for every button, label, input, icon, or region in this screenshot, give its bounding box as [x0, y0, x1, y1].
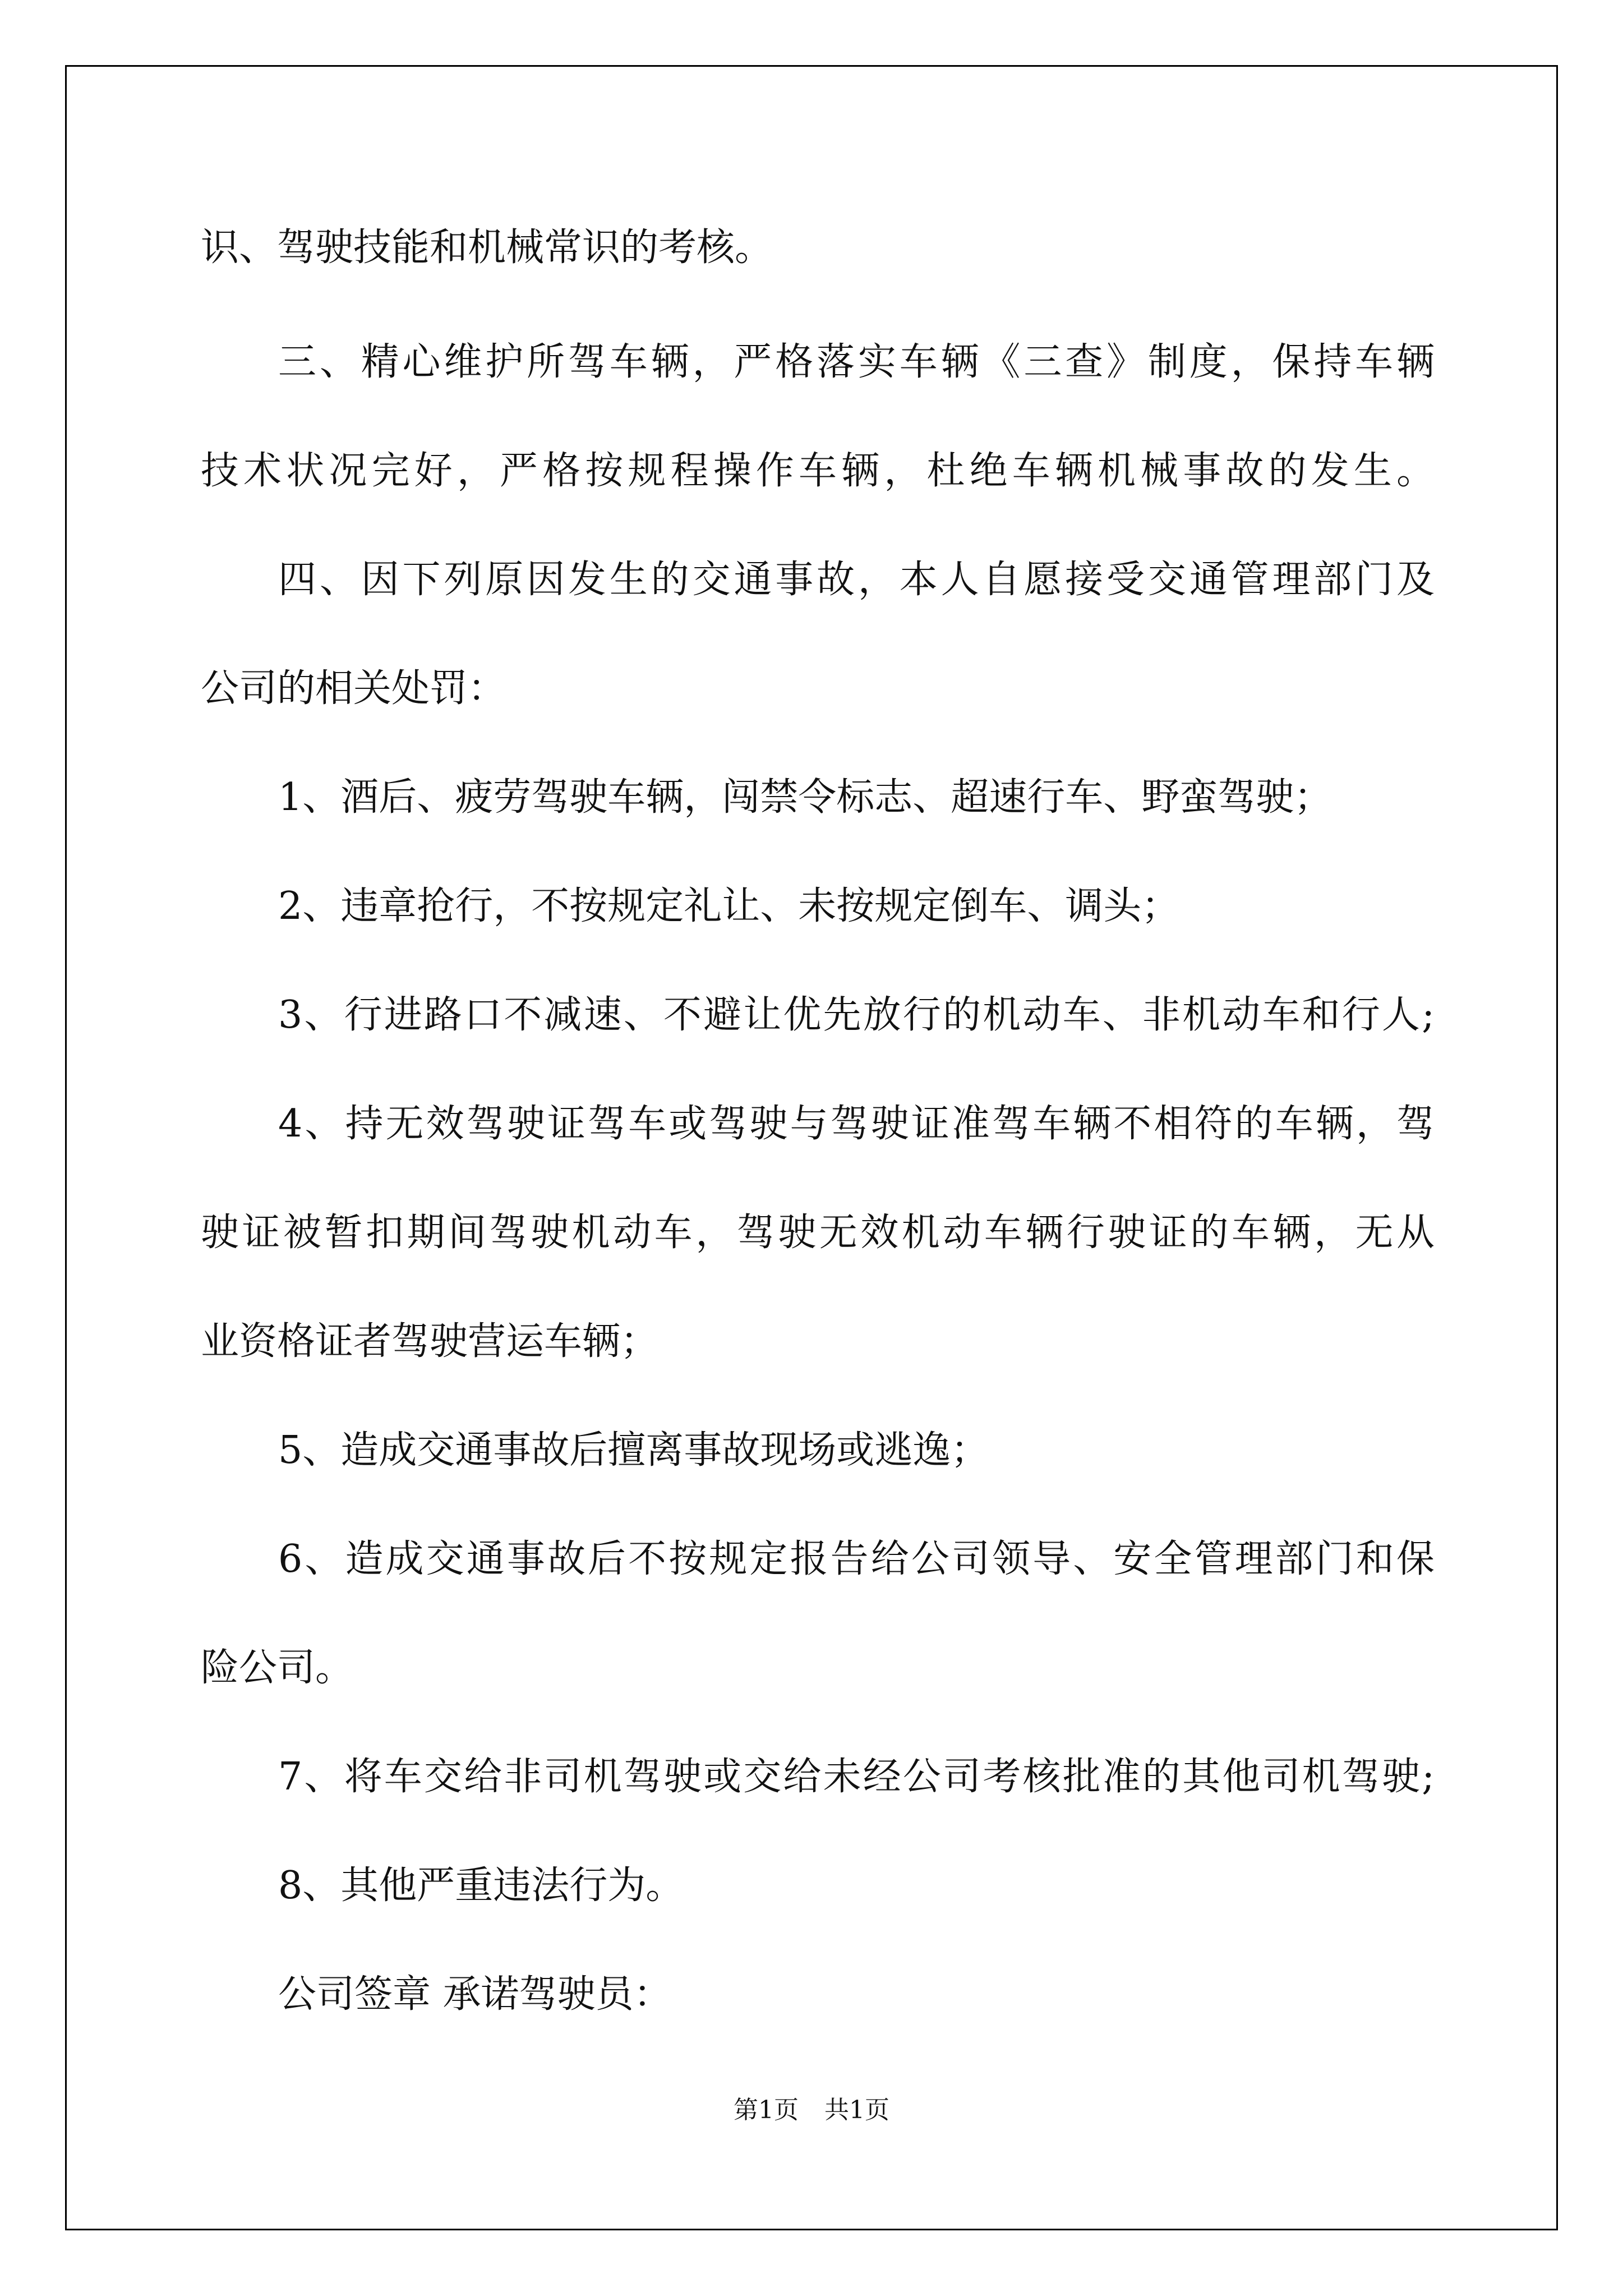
text-line: 公司签章 承诺驾驶员： [278, 1972, 672, 2017]
text-line: 技术状况完好，严格按规程操作车辆，杜绝车辆机械事故的发生。 [201, 449, 1435, 493]
page-footer [0, 2090, 1623, 2125]
page-number-total: 共1页 [824, 2096, 889, 2124]
text-line: 识、驾驶技能和机械常识的考核。 [201, 226, 773, 270]
text-line: 8、其他严重违法行为。 [278, 1864, 684, 1908]
text-line: 5、造成交通事故后擅离事故现场或逃逸； [278, 1428, 989, 1473]
text-line: 1、酒后、疲劳驾驶车辆，闯禁令标志、超速行车、野蛮驾驶； [278, 775, 1332, 820]
text-line: 四、因下列原因发生的交通事故，本人自愿接受交通管理部门及 [278, 558, 1435, 602]
text-line: 4、持无效驾驶证驾车或驾驶与驾驶证准驾车辆不相符的车辆，驾 [278, 1102, 1435, 1146]
page-number-current: 第1页 [734, 2096, 799, 2124]
text-line: 险公司。 [201, 1646, 354, 1690]
text-line: 6、造成交通事故后不按规定报告给公司领导、安全管理部门和保 [278, 1537, 1435, 1581]
text-line: 7、将车交给非司机驾驶或交给未经公司考核批准的其他司机驾驶; [278, 1755, 1435, 1799]
text-line: 公司的相关处罚： [201, 666, 506, 711]
text-line: 3、行进路口不减速、不避让优先放行的机动车、非机动车和行人; [278, 993, 1435, 1037]
text-line: 2、违章抢行，不按规定礼让、未按规定倒车、调头； [278, 884, 1180, 928]
text-line: 业资格证者驾驶营运车辆； [201, 1319, 659, 1364]
text-line: 驶证被暂扣期间驾驶机动车，驾驶无效机动车辆行驶证的车辆，无从 [201, 1211, 1435, 1255]
text-line: 三、精心维护所驾车辆，严格落实车辆《三查》制度，保持车辆 [278, 340, 1435, 384]
